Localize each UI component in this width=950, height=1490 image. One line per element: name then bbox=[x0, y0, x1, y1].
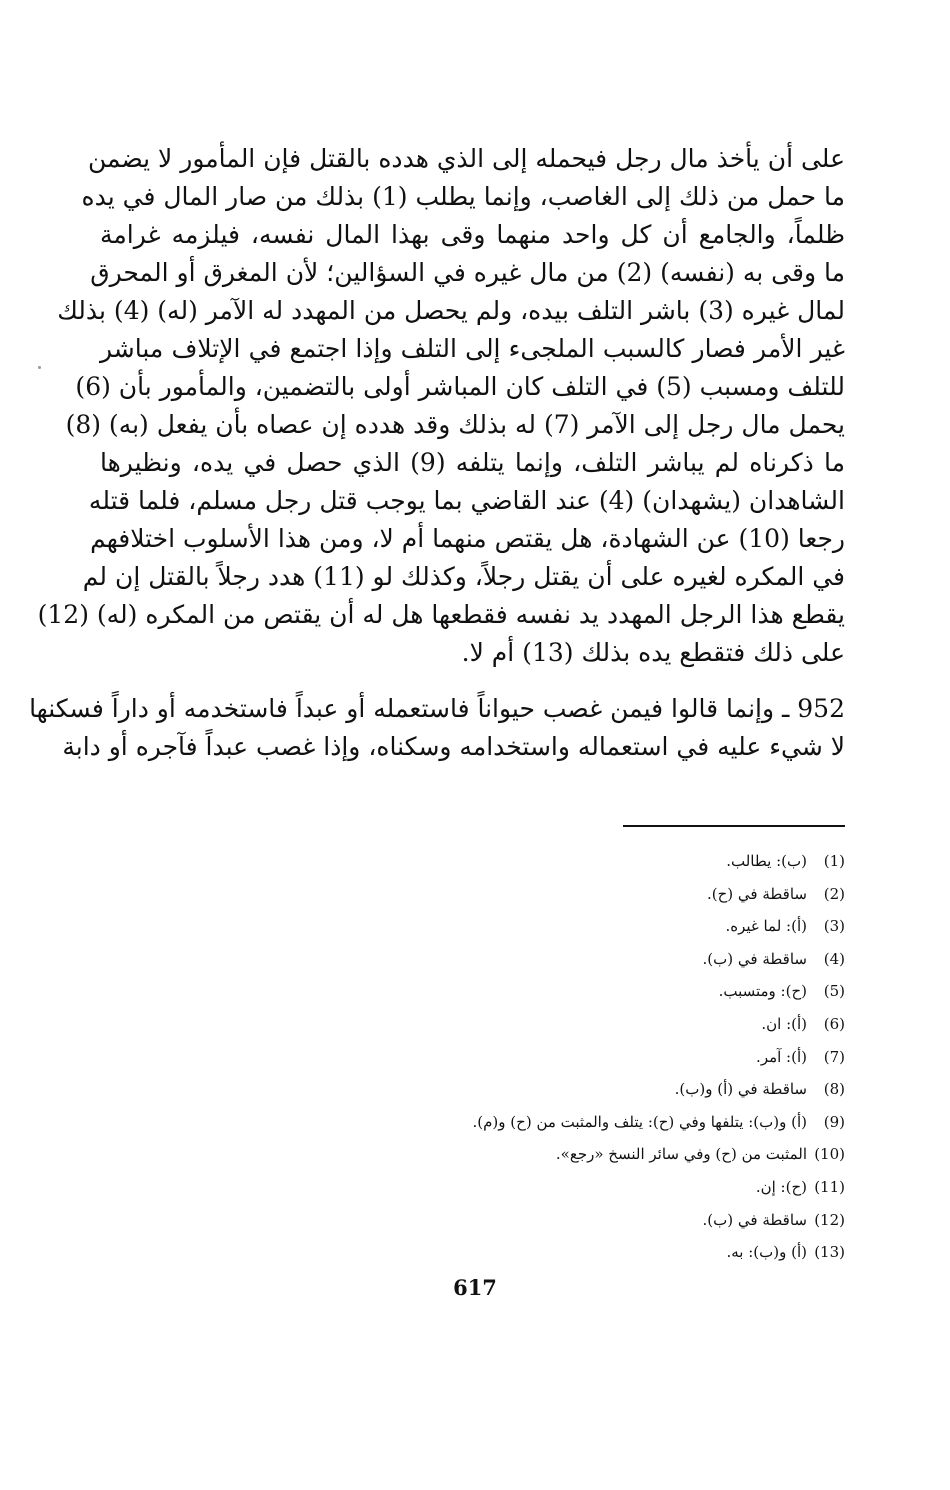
footnote-text: (ح): إن. bbox=[755, 1177, 807, 1196]
footnote-text: (ب): يطالب. bbox=[726, 852, 807, 870]
paragraph-1 bbox=[37, 140, 845, 672]
text-line: لمال غيره (3) باشر التلف بيده، ولم يحصل من المهدد له الآمر (له) (4) بذلك bbox=[57, 296, 845, 325]
text-line: يحمل مال رجل إلى الآمر (7) له بذلك وقد هدده إن عصاه بأن يفعل (به) (8) bbox=[65, 410, 845, 439]
footnote-number: (6) bbox=[823, 1014, 845, 1033]
text-line: الشاهدان (يشهدان) (4) عند القاضي بما يوجب قتل رجل مسلم، فلما قتله bbox=[88, 486, 845, 515]
text-line: 952 ـ وإنما قالوا فيمن غصب حيواناً فاستعمله أو عبداً فاستخدمه أو داراً فسكنها bbox=[29, 694, 845, 723]
main-text bbox=[29, 140, 845, 766]
footnote-number: (5) bbox=[823, 982, 845, 1001]
text-line: غير الأمر فصار كالسبب الملجىء إلى التلف وإذا اجتمع في الإتلاف مباشر bbox=[100, 334, 845, 363]
footnote bbox=[300, 1106, 845, 1139]
text-line: ما وقى به (نفسه) (2) من مال غيره في السؤالين؛ لأن المغرق أو المحرق bbox=[90, 258, 845, 287]
text-line: على أن يأخذ مال رجل فيحمله إلى الذي هدده بالقتل فإن المأمور لا يضمن bbox=[87, 144, 845, 173]
footnote bbox=[300, 910, 845, 943]
text-line: للتلف ومسبب (5) في التلف كان المباشر أولى بالتضمين، والمأمور بأن (6) bbox=[75, 372, 845, 401]
footnote-number: (8) bbox=[823, 1080, 845, 1099]
footnote-number: (4) bbox=[823, 949, 845, 968]
footnote bbox=[300, 1008, 845, 1041]
text-line: ظلماً، والجامع أن كل واحد منهما وقى بهذا المال نفسه، فيلزمه غرامة bbox=[100, 220, 845, 249]
footnote-number: (7) bbox=[823, 1047, 845, 1066]
footnote-text: (ح): ومتسبب. bbox=[718, 982, 807, 1001]
footnote bbox=[300, 1236, 845, 1269]
footnote bbox=[300, 878, 845, 911]
footnote-number: (10) bbox=[814, 1145, 845, 1164]
footnote bbox=[300, 943, 845, 976]
footnote-text: (أ) و(ب): يتلفها وفي (ح): يتلف والمثبت من (ح) و(م). bbox=[472, 1112, 807, 1131]
footnote-text: ساقطة في (ح). bbox=[706, 884, 807, 903]
footnote bbox=[300, 1138, 845, 1171]
footnote-text: (أ): لما غيره. bbox=[725, 917, 807, 936]
footnotes bbox=[300, 845, 845, 1269]
footnote-number: (9) bbox=[823, 1112, 845, 1131]
text-line: ما ذكرناه لم يباشر التلف، وإنما يتلفه (9) الذي حصل في يده، ونظيرها bbox=[100, 448, 845, 477]
text-line: لا شيء عليه في استعماله واستخدامه وسكناه، وإذا غصب عبداً فآجره أو دابة bbox=[62, 732, 845, 761]
footnote-text: (أ): ان. bbox=[761, 1014, 807, 1033]
text-line: رجعا (10) عن الشهادة، هل يقتص منهما أم لا، ومن هذا الأسلوب اختلافهم bbox=[90, 524, 845, 553]
text-line: يقطع هذا الرجل المهدد يد نفسه فقطعها هل له أن يقتص من المكره (له) (12) bbox=[37, 600, 845, 629]
footnote-separator bbox=[623, 825, 845, 827]
footnote-text: ساقطة في (ب). bbox=[702, 949, 807, 968]
footnote bbox=[300, 1073, 845, 1106]
text-line: ما حمل من ذلك إلى الغاصب، وإنما يطلب (1) بذلك من صار المال في يده bbox=[81, 182, 845, 211]
footnote-text: ساقطة في (أ) و(ب). bbox=[674, 1080, 807, 1099]
footnote-number: (3) bbox=[823, 917, 845, 936]
footnote-number: (2) bbox=[823, 884, 845, 903]
scan-speck bbox=[38, 366, 41, 369]
footnote-number: (11) bbox=[814, 1177, 845, 1196]
footnote-text: (أ): آمر. bbox=[756, 1047, 807, 1066]
footnote-text: (أ) و(ب): به. bbox=[726, 1243, 807, 1262]
footnote-number: (1) bbox=[823, 852, 845, 870]
footnote bbox=[300, 975, 845, 1008]
footnote bbox=[300, 1171, 845, 1204]
footnote-text: ساقطة في (ب). bbox=[702, 1210, 807, 1229]
paragraph-952 bbox=[29, 690, 845, 766]
footnote bbox=[300, 1041, 845, 1074]
footnote-number: (13) bbox=[814, 1243, 845, 1262]
page-number: 617 bbox=[453, 1275, 497, 1300]
text-line: على ذلك فتقطع يده بذلك (13) أم لا. bbox=[461, 638, 845, 667]
footnote bbox=[300, 845, 845, 878]
footnote-text: المثبت من (ح) وفي سائر النسخ «رجع». bbox=[555, 1145, 807, 1164]
footnote bbox=[300, 1204, 845, 1237]
text-line: في المكره لغيره على أن يقتل رجلاً، وكذلك لو (11) هدد رجلاً بالقتل إن لم bbox=[82, 562, 845, 591]
footnote-number: (12) bbox=[814, 1210, 845, 1229]
